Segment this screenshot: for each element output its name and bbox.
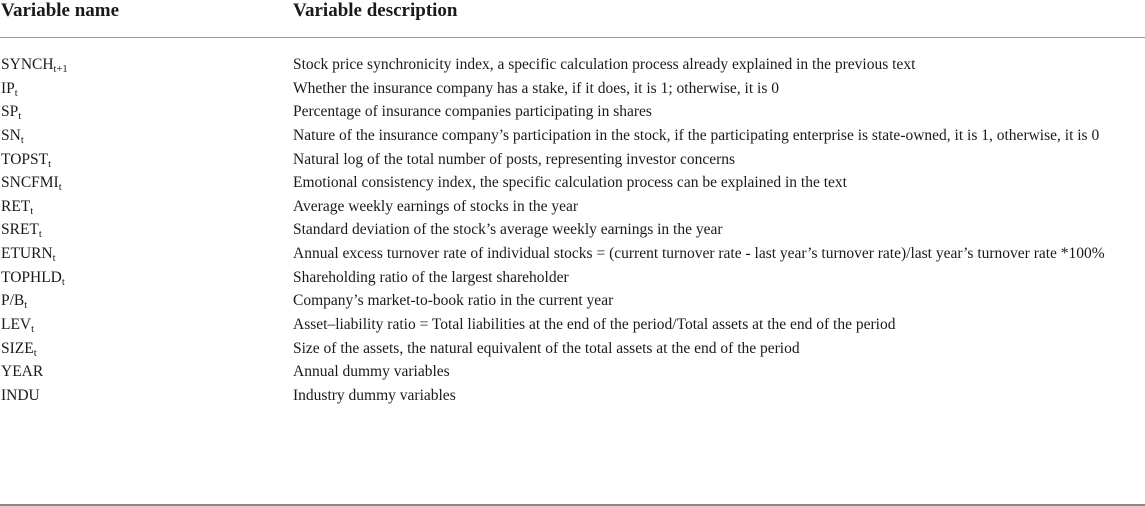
variable-description-cell: Company’s market-to-book ratio in the current year xyxy=(293,292,614,310)
variable-name-cell xyxy=(1,100,21,123)
variable-symbol: IP xyxy=(1,79,15,97)
table-bottom-rule xyxy=(0,504,1145,506)
variable-subscript: t xyxy=(30,205,34,217)
variable-name-cell xyxy=(1,148,51,171)
variable-symbol: INDU xyxy=(1,386,40,404)
variable-name-cell xyxy=(1,384,40,407)
variable-description-cell: Annual excess turnover rate of individual stocks = (current turnover rate - last year’s turnover rate)/last year’s turnover rate *100% xyxy=(293,245,1105,263)
variable-description-cell: Stock price synchronicity index, a specific calculation process already explained in the previous text xyxy=(293,56,916,73)
variable-subscript: t xyxy=(48,158,52,170)
variable-subscript: t+1 xyxy=(53,64,68,75)
variable-subscript: t xyxy=(58,182,62,194)
variable-name-cell xyxy=(1,77,18,100)
variable-name-cell xyxy=(1,171,62,194)
variable-name-cell xyxy=(1,337,37,360)
table-row xyxy=(0,289,1145,313)
variable-description-cell: Emotional consistency index, the specific calculation process can be explained in the text xyxy=(293,174,847,192)
table-header xyxy=(0,0,1145,36)
variable-description-cell: Percentage of insurance companies participating in shares xyxy=(293,103,652,121)
variable-name-cell xyxy=(1,313,34,336)
variable-description-cell: Whether the insurance company has a stake, if it does, it is 1; otherwise, it is 0 xyxy=(293,79,779,97)
table-row xyxy=(0,77,1145,101)
variable-subscript: t xyxy=(61,276,65,288)
variable-name-cell xyxy=(1,242,56,265)
variable-symbol: SYNCH xyxy=(1,56,54,73)
variable-name-cell xyxy=(1,195,33,218)
variable-subscript: t xyxy=(52,253,56,265)
table-row xyxy=(0,384,1145,408)
table-row xyxy=(0,100,1145,124)
column-header-variable-description: Variable description xyxy=(293,0,458,21)
variable-description-cell: Industry dummy variables xyxy=(293,386,456,404)
variable-symbol: TOPHLD xyxy=(1,268,62,286)
variable-symbol: YEAR xyxy=(1,363,44,381)
variable-symbol: SP xyxy=(1,103,19,121)
variable-description-cell: Average weekly earnings of stocks in the year xyxy=(293,197,579,215)
variable-description-cell: Size of the assets, the natural equivalent of the total assets at the end of the period xyxy=(293,339,800,357)
table-row xyxy=(0,242,1145,266)
table-row xyxy=(0,218,1145,242)
table-row xyxy=(0,53,1145,77)
table-row xyxy=(0,195,1145,219)
variable-description-cell: Annual dummy variables xyxy=(293,363,450,381)
variable-symbol: SIZE xyxy=(1,339,34,357)
variable-description-cell: Nature of the insurance company’s participation in the stock, if the participating enterprise is state-owned, it is 1, otherwise, it is 0 xyxy=(293,126,1100,144)
variable-description-cell: Shareholding ratio of the largest shareholder xyxy=(293,268,569,286)
variable-name-cell xyxy=(1,289,27,312)
variable-symbol: SN xyxy=(1,126,21,144)
variable-symbol: SNCFMI xyxy=(1,174,59,192)
variable-name-cell xyxy=(1,53,68,76)
table-body xyxy=(0,53,1145,408)
table-row xyxy=(0,313,1145,337)
variable-symbol: P/B xyxy=(1,292,25,310)
variable-subscript: t xyxy=(24,300,28,312)
variable-name-cell xyxy=(1,266,65,289)
variable-name-cell xyxy=(1,360,43,383)
variable-description-cell: Standard deviation of the stock’s average weekly earnings in the year xyxy=(293,221,723,239)
variable-symbol: ETURN xyxy=(1,245,53,263)
variable-subscript: t xyxy=(14,87,18,99)
variable-subscript: t xyxy=(33,347,37,359)
variable-symbol: RET xyxy=(1,197,31,215)
table-row xyxy=(0,360,1145,384)
table-row xyxy=(0,171,1145,195)
variable-name-cell xyxy=(1,124,24,147)
table-row xyxy=(0,124,1145,148)
variable-symbol: TOPST xyxy=(1,150,49,168)
variable-description-cell: Asset–liability ratio = Total liabilities at the end of the period/Total assets at the end of the period xyxy=(293,316,896,334)
column-header-variable-name: Variable name xyxy=(1,0,120,21)
variable-subscript: t xyxy=(38,229,42,241)
variable-subscript: t xyxy=(20,134,24,146)
variable-description-cell: Natural log of the total number of posts, representing investor concerns xyxy=(293,150,736,168)
variable-subscript: t xyxy=(18,111,22,123)
table-row xyxy=(0,148,1145,172)
header-divider xyxy=(0,37,1145,38)
variable-symbol: SRET xyxy=(1,221,39,239)
variable-subscript: t xyxy=(31,324,35,336)
table-row xyxy=(0,266,1145,290)
variable-symbol: LEV xyxy=(1,316,32,334)
variable-name-cell xyxy=(1,218,42,241)
table-row xyxy=(0,337,1145,361)
